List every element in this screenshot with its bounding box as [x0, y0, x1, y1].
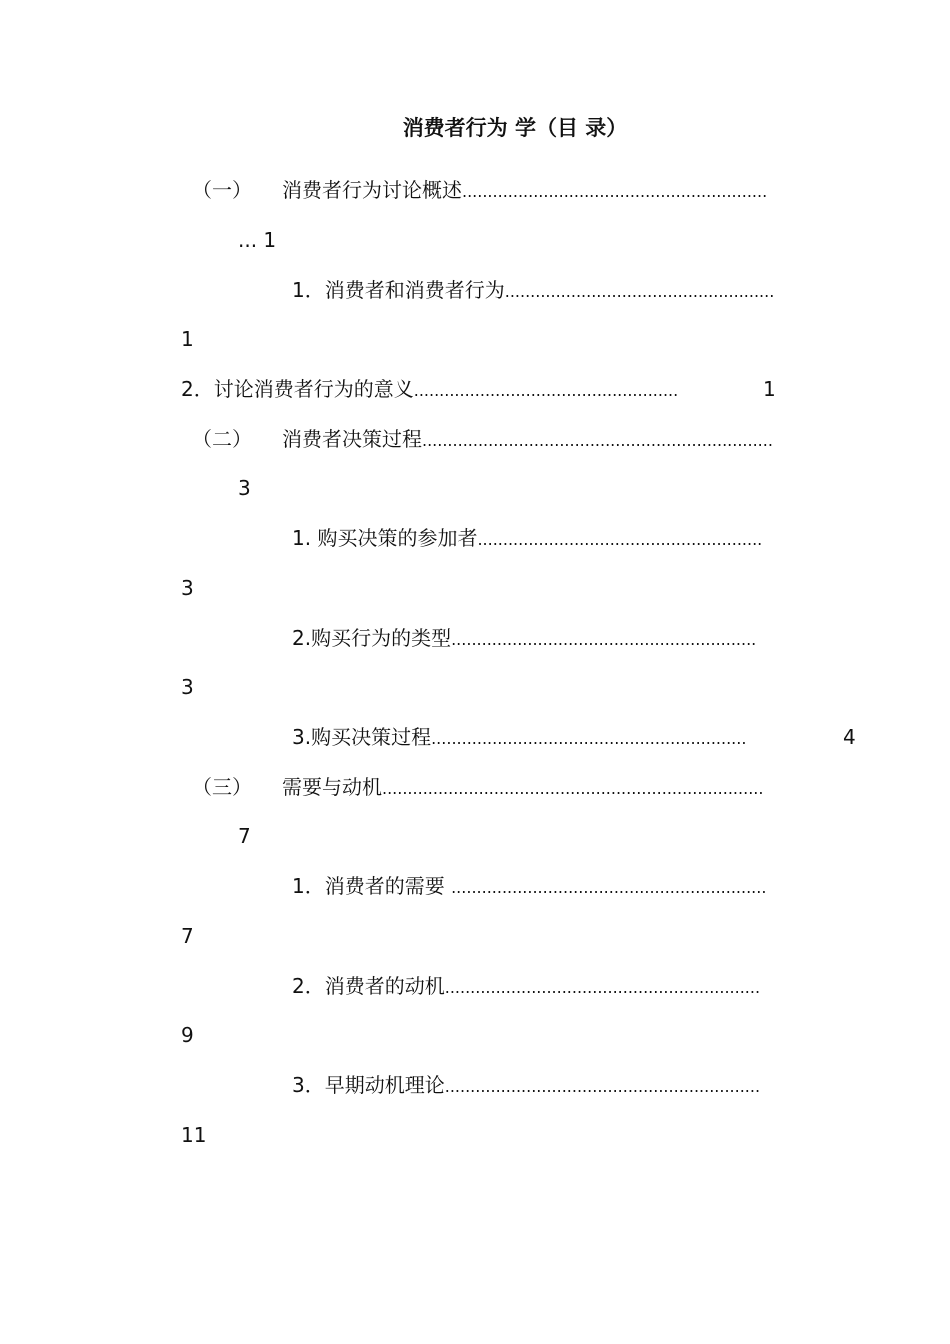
- toc-section-entry: [282, 425, 773, 455]
- toc-page-number: 4: [843, 725, 856, 749]
- toc-entry: [292, 624, 756, 654]
- toc-leader-dots: ..............................................................: [431, 729, 747, 748]
- toc-page-number: 7: [181, 924, 194, 948]
- toc-leader-dots: ..............................................................: [444, 1077, 761, 1096]
- toc-page-number: 7: [238, 824, 251, 848]
- toc-section-number: （二）: [192, 427, 252, 451]
- toc-page-number: 1: [763, 377, 776, 401]
- toc-entry-title: 3．早期动机理论: [292, 1073, 445, 1097]
- toc-section-title: 消费者行为讨论概述: [282, 178, 462, 202]
- toc-page-number: 9: [181, 1023, 194, 1047]
- toc-entry: [292, 872, 766, 902]
- toc-page-number: 3: [181, 576, 194, 600]
- toc-entry: [292, 276, 774, 306]
- toc-section-number: （三）: [192, 775, 252, 799]
- toc-leader-dots: ............................................................: [451, 630, 757, 649]
- toc-entry-title: 2．讨论消费者行为的意义: [181, 377, 414, 401]
- toc-leader-dots: ........................................................: [477, 530, 763, 549]
- toc-entry: [292, 1071, 760, 1101]
- toc-page-number: 3: [181, 675, 194, 699]
- toc-entry-title: 3.购买决策过程: [292, 725, 432, 749]
- toc-section-entry: [282, 773, 763, 803]
- toc-entry-title: 2．消费者的动机: [292, 974, 445, 998]
- toc-leader-dots: .....................................................................: [422, 431, 773, 450]
- toc-leader-dots: ....................................................: [413, 381, 679, 400]
- toc-page-number: 1: [181, 327, 194, 351]
- toc-section-title: 消费者决策过程: [282, 427, 422, 451]
- page-title: 消费者行为 学（目 录）: [402, 116, 628, 140]
- toc-entry-title: 1．消费者的需要: [292, 874, 452, 898]
- toc-leader-dots: ...........................................................................: [382, 779, 764, 798]
- toc-leader-dots: ..............................................................: [451, 878, 767, 897]
- toc-entry: [292, 524, 762, 554]
- toc-section-number: （一）: [192, 178, 252, 202]
- toc-leader-dots: ............................................................: [462, 182, 768, 201]
- toc-leader-dots: ..............................................................: [444, 978, 761, 997]
- toc-entry: [292, 972, 760, 1002]
- toc-leader-dots: .....................................................: [504, 282, 775, 301]
- toc-entry-title: 1. 购买决策的参加者: [292, 526, 478, 550]
- toc-entry: [292, 723, 746, 753]
- toc-section-title: 需要与动机: [282, 775, 382, 799]
- toc-entry: [181, 375, 678, 405]
- toc-entry-title: 1．消费者和消费者行为: [292, 278, 505, 302]
- toc-page-number: 3: [238, 476, 251, 500]
- toc-entry-title: 2.购买行为的类型: [292, 626, 452, 650]
- toc-page-number: 11: [181, 1123, 207, 1147]
- toc-section-entry: [282, 176, 767, 206]
- toc-page-number: ... 1: [238, 228, 277, 252]
